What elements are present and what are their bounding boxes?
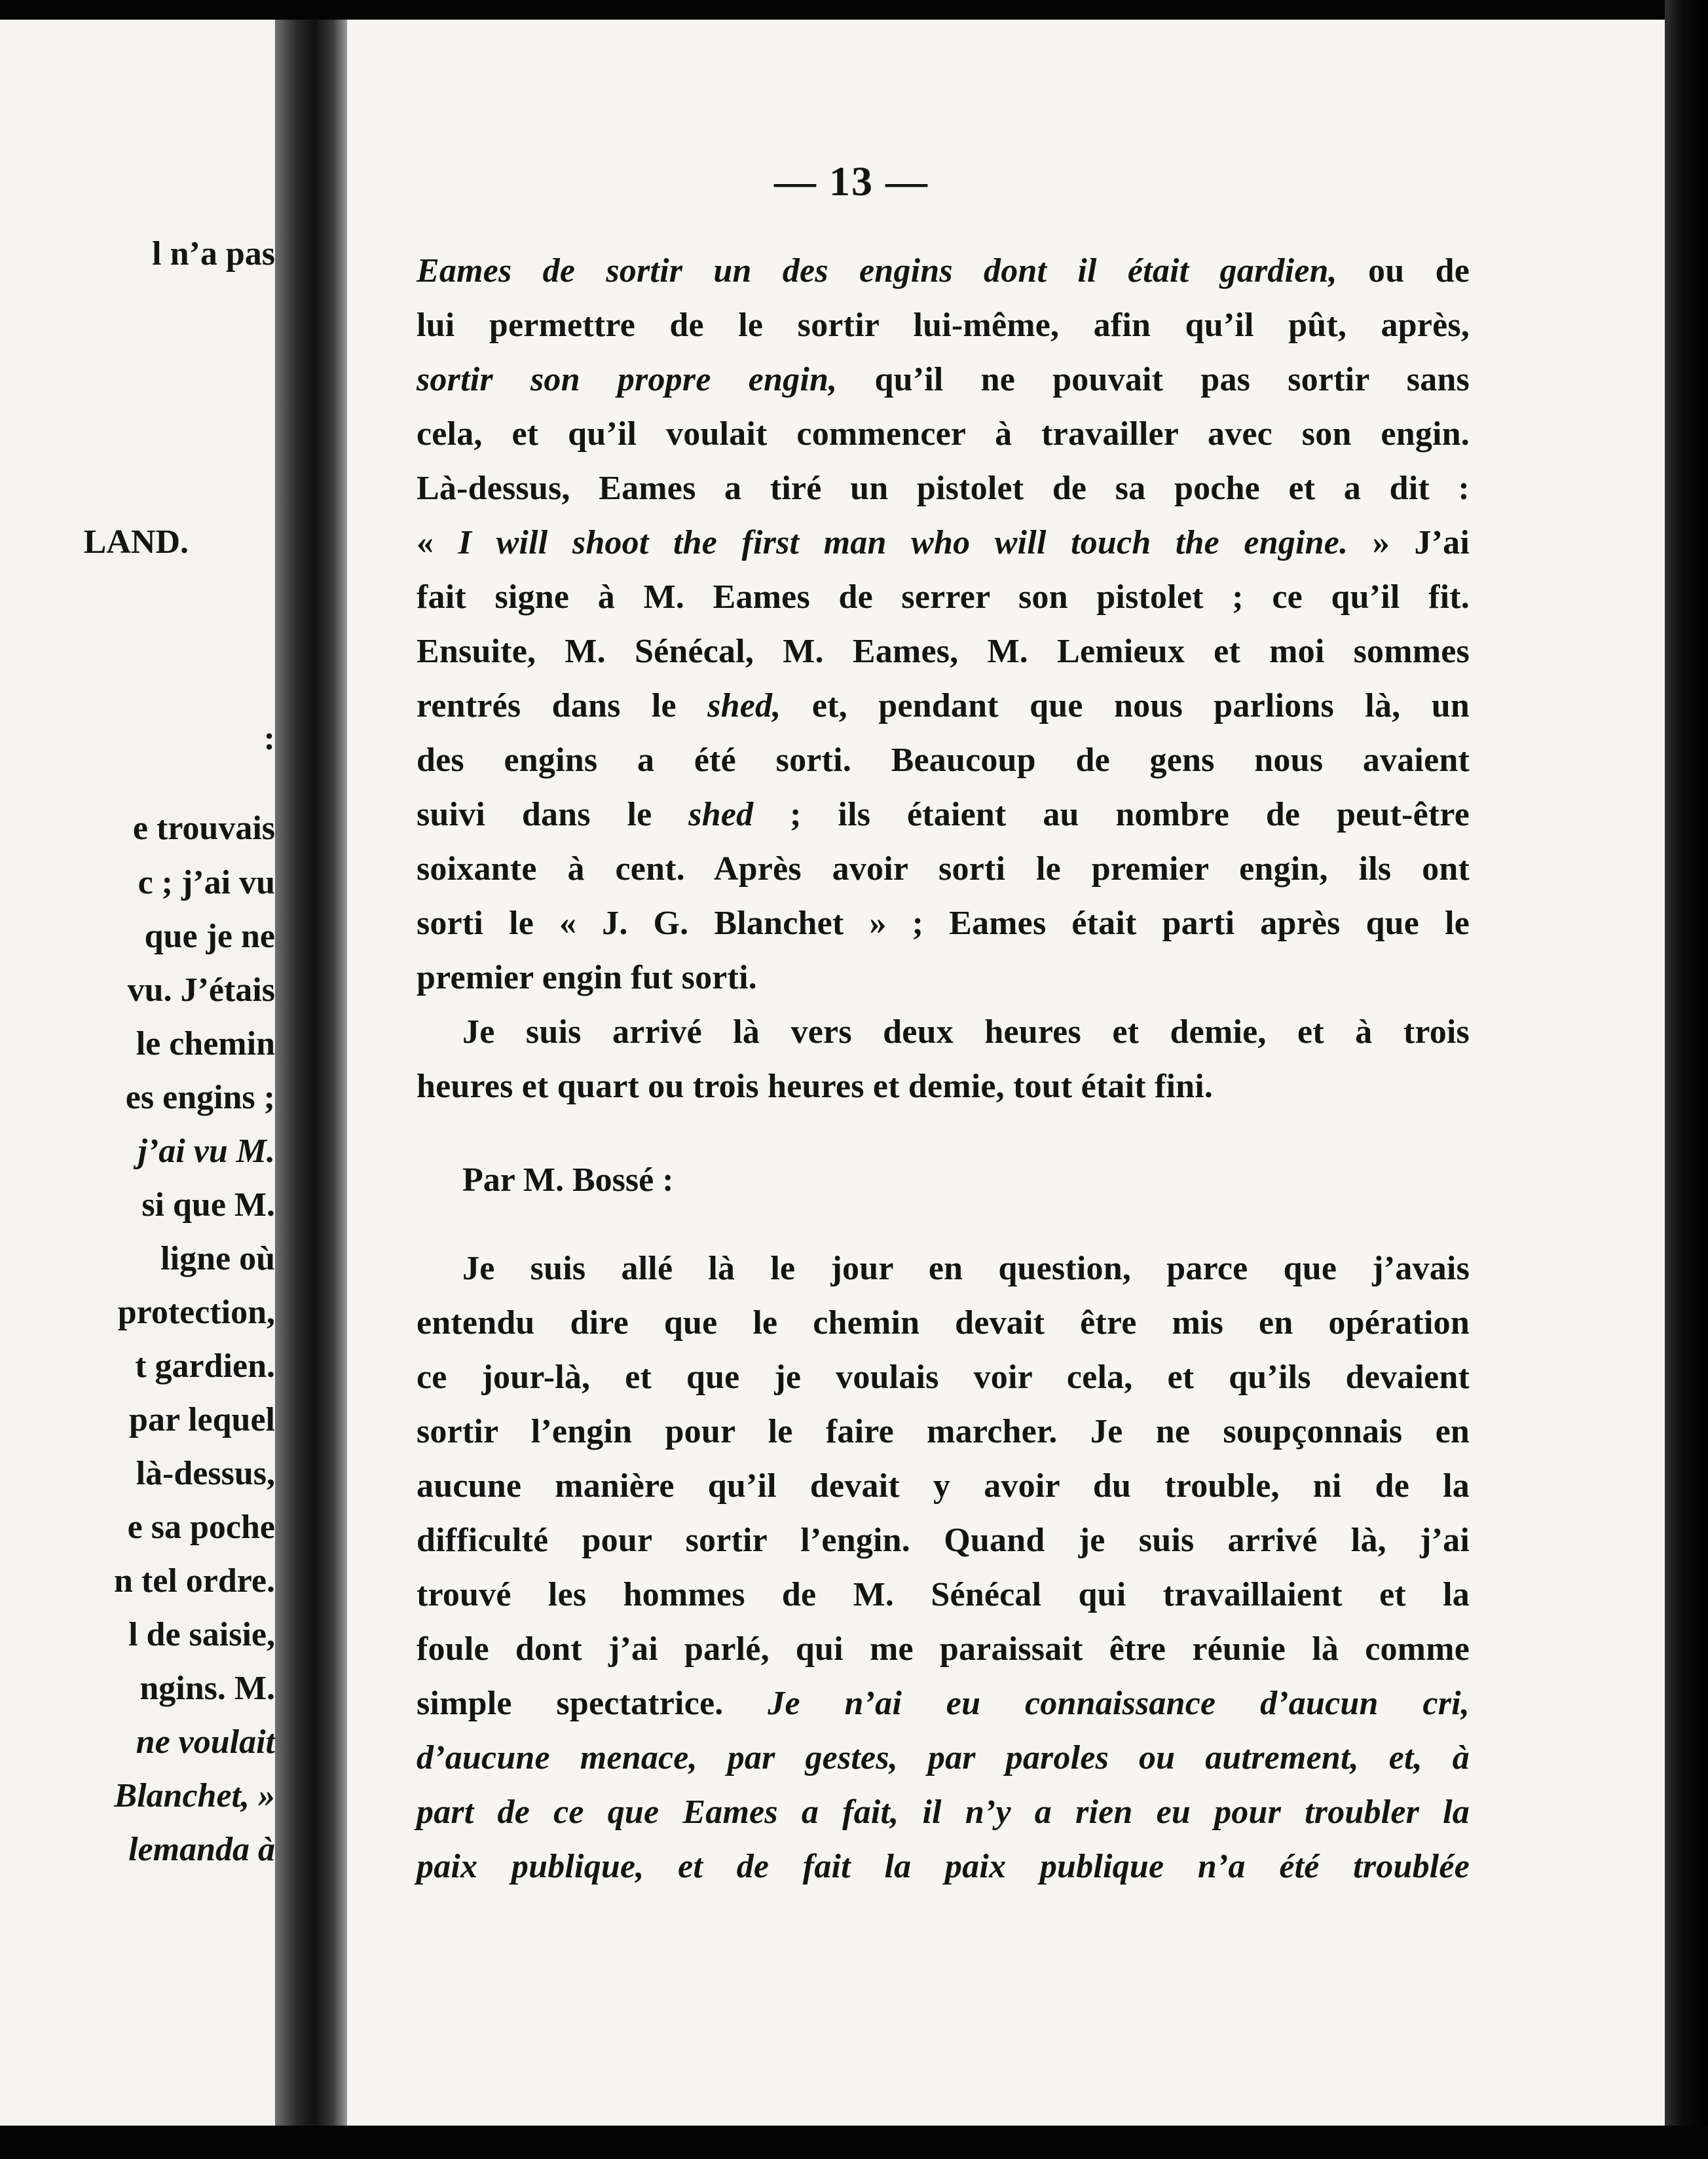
text-line: [417, 1404, 1470, 1459]
text-line: [417, 1785, 1470, 1839]
left-page-fragment: protection,: [117, 1294, 275, 1331]
left-page-fragment: j’ai vu M.: [138, 1133, 275, 1170]
text-line: [417, 570, 1470, 624]
italic-text-segment: I will shoot the first man who will touch the engine.: [458, 524, 1348, 561]
text-segment: Je suis allé là le jour en question, parce que j’avais: [462, 1250, 1470, 1287]
text-line: [417, 1622, 1470, 1676]
text-segment: et, pendant que nous parlions là, un: [781, 687, 1470, 724]
left-page-fragment: par lequel: [129, 1401, 275, 1438]
left-page-fragment: là-dessus,: [136, 1455, 275, 1492]
italic-text-segment: sortir son propre engin,: [417, 361, 838, 398]
text-segment: «: [417, 524, 458, 561]
left-page-fragment: e sa poche: [127, 1509, 275, 1546]
text-segment: lui permettre de le sortir lui-même, afin qu’il pût, après,: [417, 307, 1470, 344]
left-page-fragment: ngins. M.: [139, 1670, 275, 1707]
paragraph-testimony-continued: [417, 244, 1470, 1005]
text-segment: heures et quart ou trois heures et demie, tout était fini.: [417, 1068, 1214, 1105]
text-line: [417, 352, 1470, 407]
text-line: [417, 679, 1470, 733]
section-heading-bosse: Par M. Bossé :: [462, 1161, 674, 1199]
left-page-fragment: LAND.: [83, 523, 189, 561]
text-segment: cela, et qu’il voulait commencer à travailler avec son engin.: [417, 415, 1470, 453]
left-page-fragment: e trouvais: [132, 810, 275, 847]
italic-text-segment: Eames de sortir un des engins dont il était gardien,: [417, 252, 1337, 290]
text-line: [417, 407, 1470, 461]
page-number: — 13 —: [774, 158, 929, 204]
text-segment: suivi dans le: [417, 796, 689, 833]
italic-text-segment: paix publique, et de fait la paix publique n’a été troublée: [417, 1848, 1470, 1885]
text-segment: ce jour-là, et que je voulais voir cela, et qu’ils devaient: [417, 1359, 1470, 1396]
text-line: [417, 950, 1470, 1005]
left-page-fragment: le chemin: [136, 1025, 275, 1062]
text-line: [417, 896, 1470, 950]
text-line: [417, 1568, 1470, 1622]
text-line: [417, 733, 1470, 787]
scan-right-border: [1665, 0, 1708, 2159]
text-line: [417, 842, 1470, 896]
text-line: [417, 1839, 1470, 1894]
text-segment: sorti le « J. G. Blanchet » ; Eames était parti après que le: [417, 905, 1470, 942]
left-facing-page: [0, 20, 275, 2126]
left-page-fragment: que je ne: [144, 918, 275, 955]
italic-text-segment: Je n’ai eu connaissance d’aucun cri,: [768, 1685, 1470, 1722]
left-page-fragment: si que M.: [141, 1186, 275, 1224]
paragraph-bosse-testimony: [417, 1241, 1470, 1894]
text-segment: premier engin fut sorti.: [417, 959, 757, 996]
text-line: [417, 1459, 1470, 1513]
text-line: [417, 1059, 1470, 1114]
text-segment: entendu dire que le chemin devait être mis en opération: [417, 1304, 1470, 1342]
left-page-fragment: ne voulait: [136, 1723, 275, 1761]
left-page-fragment: lemanda à: [128, 1831, 275, 1868]
text-segment: » J’ai: [1348, 524, 1470, 561]
left-page-fragment: es engins ;: [125, 1079, 275, 1116]
text-line: [417, 516, 1470, 570]
text-segment: sortir l’engin pour le faire marcher. Je ne soupçonnais en: [417, 1413, 1470, 1450]
book-gutter: [275, 20, 347, 2126]
left-page-fragment: n tel ordre.: [114, 1562, 275, 1600]
text-line: [417, 1296, 1470, 1350]
left-page-fragment: ligne où: [160, 1240, 275, 1277]
text-line: [417, 1350, 1470, 1404]
scan-top-border: [0, 0, 1708, 20]
text-segment: fait signe à M. Eames de serrer son pistolet ; ce qu’il fit.: [417, 578, 1470, 616]
left-page-fragment: l n’a pas: [152, 235, 275, 272]
italic-text-segment: shed,: [707, 687, 781, 724]
text-line: [417, 461, 1470, 516]
text-segment: trouvé les hommes de M. Sénécal qui travaillaient et la: [417, 1576, 1470, 1613]
text-line: [417, 1241, 1470, 1296]
text-segment: Je suis arrivé là vers deux heures et demie, et à trois: [462, 1013, 1470, 1051]
text-segment: des engins a été sorti. Beaucoup de gens nous avaient: [417, 742, 1470, 779]
left-page-fragment: l de saisie,: [128, 1616, 275, 1653]
text-segment: ; ils étaient au nombre de peut-être: [753, 796, 1470, 833]
left-page-fragment: t gardien.: [135, 1347, 275, 1385]
text-segment: foule dont j’ai parlé, qui me paraissait être réunie là comme: [417, 1630, 1470, 1668]
text-segment: simple spectatrice.: [417, 1685, 768, 1722]
paragraph-arrival-time: [417, 1005, 1470, 1114]
text-segment: soixante à cent. Après avoir sorti le premier engin, ils ont: [417, 850, 1470, 888]
italic-text-segment: part de ce que Eames a fait, il n’y a rien eu pour troubler la: [417, 1793, 1470, 1831]
text-segment: difficulté pour sortir l’engin. Quand je suis arrivé là, j’ai: [417, 1522, 1470, 1559]
text-line: [417, 1676, 1470, 1731]
left-page-fragment: c ; j’ai vu: [138, 864, 275, 901]
left-page-fragment: Blanchet, »: [114, 1777, 275, 1814]
text-segment: Là-dessus, Eames a tiré un pistolet de sa poche et a dit :: [417, 470, 1470, 507]
text-line: [417, 787, 1470, 842]
text-segment: rentrés dans le: [417, 687, 708, 724]
text-segment: qu’il ne pouvait pas sortir sans: [837, 361, 1470, 398]
text-line: [417, 1731, 1470, 1785]
scan-bottom-border: [0, 2126, 1708, 2159]
italic-text-segment: d’aucune menace, par gestes, par paroles ou autrement, et, à: [417, 1739, 1470, 1776]
text-line: [417, 1005, 1470, 1059]
text-line: [417, 298, 1470, 352]
text-segment: ou de: [1337, 252, 1470, 290]
text-segment: aucune manière qu’il devait y avoir du trouble, ni de la: [417, 1467, 1470, 1505]
text-line: [417, 624, 1470, 679]
italic-text-segment: shed: [688, 796, 754, 833]
left-page-fragment: :: [263, 720, 275, 757]
text-line: [417, 1513, 1470, 1568]
text-line: [417, 244, 1470, 298]
left-page-fragment: vu. J’étais: [127, 971, 275, 1009]
text-segment: Ensuite, M. Sénécal, M. Eames, M. Lemieux et moi sommes: [417, 633, 1470, 670]
page-text-block: [417, 244, 1470, 1894]
